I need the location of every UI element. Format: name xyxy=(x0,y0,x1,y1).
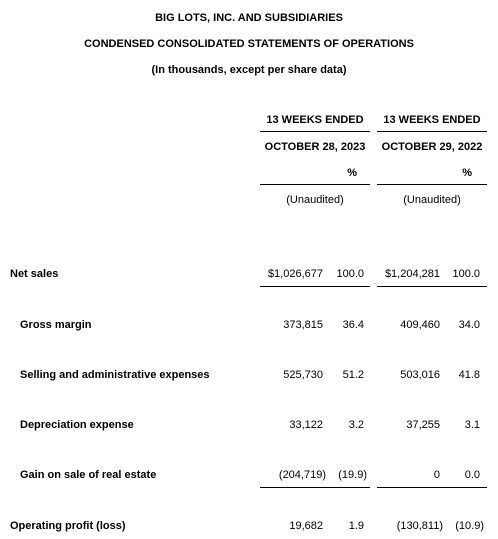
depreciation-pct-2023: 3.2 xyxy=(348,419,364,431)
depreciation-value-2023: 33,122 xyxy=(289,419,323,431)
company-name: BIG LOTS, INC. AND SUBSIDIARIES xyxy=(155,12,343,24)
col2-date: OCTOBER 29, 2022 xyxy=(381,141,483,153)
col1-header-underline xyxy=(260,184,370,185)
row-label-selling-admin: Selling and administrative expenses xyxy=(20,369,210,381)
net-sales-pct-2023: 100.0 xyxy=(336,268,364,280)
depreciation-pct-2022: 3.1 xyxy=(464,419,480,431)
net-sales-underline-2023 xyxy=(260,286,370,287)
gross-margin-pct-2023: 36.4 xyxy=(342,319,364,331)
col2-pct-header: % xyxy=(462,167,472,179)
row-label-gross-margin: Gross margin xyxy=(20,319,92,331)
row-label-operating-profit: Operating profit (loss) xyxy=(10,520,126,532)
gain-real-estate-value-2023: (204,719) xyxy=(278,469,326,481)
gross-margin-value-2023: 373,815 xyxy=(283,319,323,331)
gain-underline-2022 xyxy=(377,487,487,488)
selling-admin-value-2022: 503,016 xyxy=(400,369,440,381)
row-label-depreciation: Depreciation expense xyxy=(20,419,134,431)
gain-underline-2023 xyxy=(260,487,370,488)
row-label-gain-real-estate: Gain on sale of real estate xyxy=(20,469,157,481)
operating-profit-pct-2022: (10.9) xyxy=(455,520,484,532)
gross-margin-value-2022: 409,460 xyxy=(400,319,440,331)
statement-title: CONDENSED CONSOLIDATED STATEMENTS OF OPERATIONS xyxy=(84,38,414,50)
depreciation-value-2022: 37,255 xyxy=(406,419,440,431)
col1-date: OCTOBER 28, 2023 xyxy=(264,141,366,153)
selling-admin-pct-2022: 41.8 xyxy=(458,369,480,381)
operating-profit-value-2023: 19,682 xyxy=(289,520,323,532)
units-note: (In thousands, except per share data) xyxy=(151,64,347,76)
col1-period-underline xyxy=(260,131,370,132)
net-sales-underline-2022 xyxy=(377,286,487,287)
gain-real-estate-value-2022: 0 xyxy=(433,469,440,481)
col1-pct-header: % xyxy=(347,167,357,179)
net-sales-pct-2022: 100.0 xyxy=(452,268,480,280)
selling-admin-value-2023: 525,730 xyxy=(283,369,323,381)
net-sales-value-2023: $1,026,677 xyxy=(267,268,323,280)
gross-margin-pct-2022: 34.0 xyxy=(458,319,480,331)
gain-real-estate-pct-2023: (19.9) xyxy=(338,469,367,481)
net-sales-value-2022: $1,204,281 xyxy=(384,268,440,280)
selling-admin-pct-2023: 51.2 xyxy=(342,369,364,381)
row-label-net-sales: Net sales xyxy=(10,268,59,280)
col2-audit: (Unaudited) xyxy=(403,194,461,206)
col2-period: 13 WEEKS ENDED xyxy=(383,114,481,126)
gain-real-estate-pct-2022: 0.0 xyxy=(464,469,480,481)
col2-period-underline xyxy=(377,131,487,132)
col1-audit: (Unaudited) xyxy=(286,194,344,206)
operating-profit-pct-2023: 1.9 xyxy=(348,520,364,532)
col2-header-underline xyxy=(377,184,487,185)
operating-profit-value-2022: (130,811) xyxy=(396,520,443,532)
col1-period: 13 WEEKS ENDED xyxy=(266,114,364,126)
